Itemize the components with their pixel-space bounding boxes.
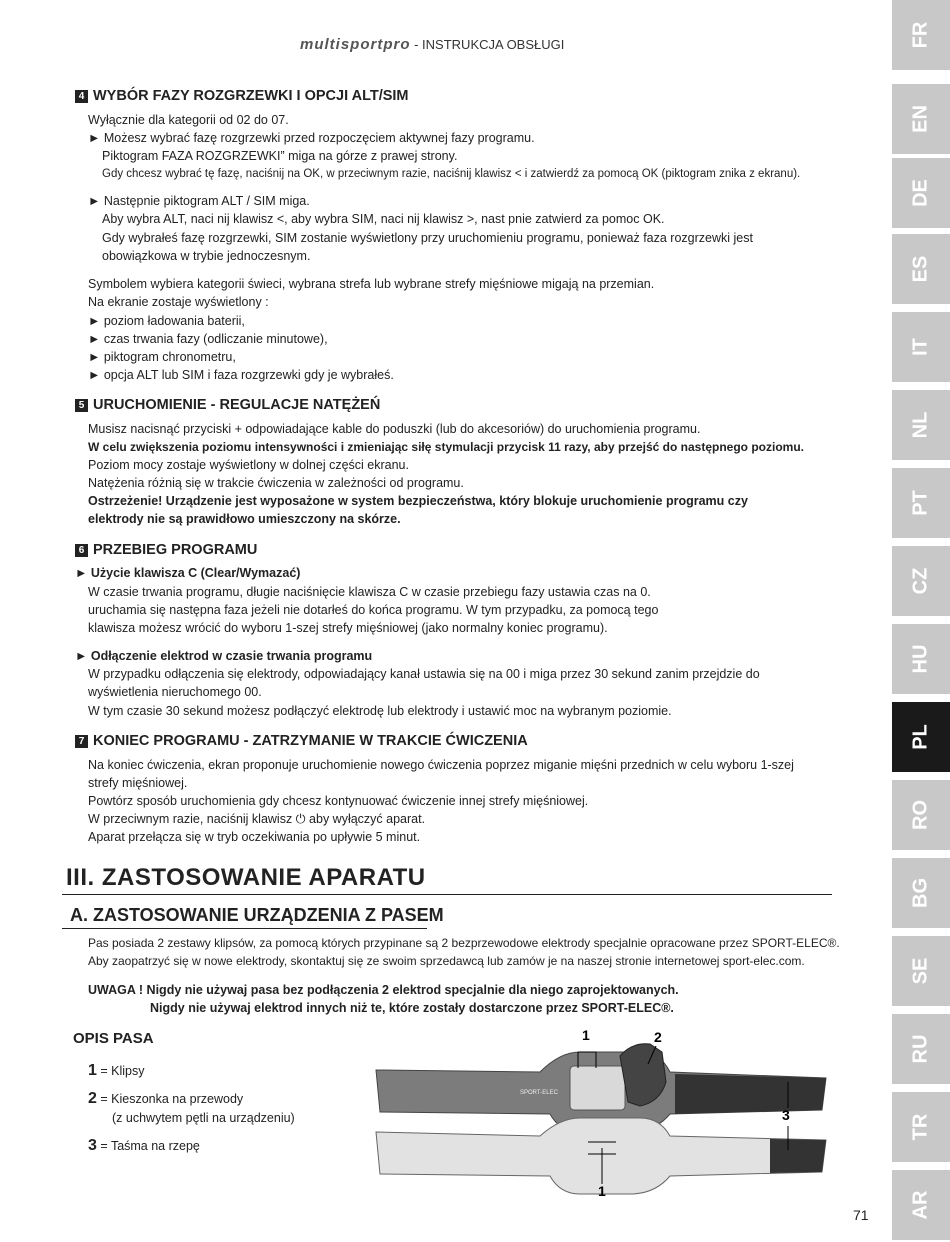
tab-ar[interactable]: [892, 1170, 950, 1240]
bullet-item: ► czas trwania fazy (odliczanie minutowe),: [88, 332, 328, 346]
tab-de[interactable]: [892, 158, 950, 228]
legend-text: = Taśma na rzepę: [100, 1139, 200, 1153]
tab-tr[interactable]: [892, 1092, 950, 1162]
page-header: [300, 36, 564, 53]
legend-number: 2: [88, 1090, 97, 1107]
tab-label: PL: [909, 724, 932, 750]
tab-label: BG: [909, 878, 932, 908]
section-7-heading: [75, 733, 528, 749]
legend-item-1: [88, 1062, 145, 1080]
subchapter-divider: [62, 928, 427, 929]
tab-ro[interactable]: [892, 780, 950, 850]
legend-item-2: [88, 1090, 243, 1108]
belt-brand-label: SPORT-ELEC: [520, 1090, 558, 1096]
warning-text: elektrody nie są prawidłowo umieszczony na skórze.: [88, 512, 401, 526]
tab-pt[interactable]: [892, 468, 950, 538]
tab-label: ES: [909, 255, 932, 283]
section-6-heading: [75, 542, 257, 558]
section-title: KONIEC PROGRAMU - ZATRZYMANIE W TRAKCIE ĆWICZENIA: [93, 733, 528, 749]
tab-es[interactable]: [892, 234, 950, 304]
text-line: Musisz nacisnąć przyciski + odpowiadające kable do poduszki (lub do akcesoriów) do uruchomienia programu.: [88, 422, 701, 436]
callout-2: 2: [654, 1029, 662, 1045]
text-line: strefy mięśniowej.: [88, 776, 188, 790]
text-line: Aby zaopatrzyć się w nowe elektrody, skontaktuj się ze swoim sprzedawcą lub zamów je na naszej stronie internetowej sport-elec.com.: [88, 954, 805, 968]
legend-number: 3: [88, 1137, 97, 1154]
tab-ru[interactable]: [892, 1014, 950, 1084]
legend-title: OPIS PASA: [73, 1030, 154, 1047]
warning-text: UWAGA ! Nigdy nie używaj pasa bez podłączenia 2 elektrod specjalnie dla niego zaprojektowanych.: [88, 983, 679, 997]
tab-label: NL: [909, 411, 932, 439]
tab-label: IT: [909, 338, 932, 356]
text-line: Gdy chcesz wybrać tę fazę, naciśnij na OK, w przeciwnym razie, naciśnij klawisz < i zatwierdź za pomocą OK (piktogram znika z ekranu).: [102, 168, 801, 180]
text-line: W czasie trwania programu, długie naciśnięcie klawisza C w czasie przebiegu fazy ustawia czas na 0.: [88, 585, 651, 599]
text-line: Piktogram FAZA ROZGRZEWKI” miga na górze z prawej strony.: [102, 149, 458, 163]
tab-en[interactable]: [892, 84, 950, 154]
section-number: 7: [75, 735, 88, 748]
section-title: PRZEBIEG PROGRAMU: [93, 542, 258, 558]
text-line: Wyłącznie dla kategorii od 02 do 07.: [88, 113, 289, 127]
section-5-heading: [75, 397, 380, 413]
section-4-heading: [75, 88, 409, 104]
bullet-item: ► poziom ładowania baterii,: [88, 314, 245, 328]
tab-label: RO: [909, 800, 932, 830]
legend-number: 1: [88, 1062, 97, 1079]
section-title: URUCHOMIENIE - REGULACJE NATĘŻEŃ: [93, 397, 381, 413]
tab-se[interactable]: [892, 936, 950, 1006]
tab-label: RU: [909, 1034, 932, 1064]
section-number: 5: [75, 399, 88, 412]
text-line: uruchamia się następna faza jeżeli nie dotarłeś do końca programu. W tym przypadku, za pomocą tego: [88, 603, 659, 617]
velcro-strap: [675, 1074, 826, 1114]
text-line: W przypadku odłączenia się elektrody, odpowiadający kanał ustawia się na 00 i miga przez 30 sekund zanim przejdzie do: [88, 667, 760, 681]
page-number: 71: [853, 1207, 869, 1223]
tab-label: AR: [909, 1190, 932, 1220]
section-title: WYBÓR FAZY ROZGRZEWKI I OPCJI ALT/SIM: [93, 88, 409, 104]
callout-3: 3: [782, 1107, 790, 1123]
chapter-heading: III. ZASTOSOWANIE APARATU: [66, 864, 426, 891]
warning-text: Nigdy nie używaj elektrod innych niż te, które zostały dostarczone przez SPORT-ELEC®.: [150, 1001, 674, 1015]
clips-area: [570, 1066, 625, 1110]
text-line: Aby wybra ALT, naci nij klawisz <, aby wybra SIM, naci nij klawisz >, nast pnie zatwierd za pomoc OK.: [102, 212, 665, 226]
tab-nl[interactable]: [892, 390, 950, 460]
legend-item-3: [88, 1137, 200, 1155]
subchapter-heading: A. ZASTOSOWANIE URZĄDZENIA Z PASEM: [70, 905, 444, 925]
text-line: Na koniec ćwiczenia, ekran proponuje uruchomienie nowego ćwiczenia poprzez miganie mięśni przednich w celu wyboru 1-szej: [88, 758, 794, 772]
text-line: Aparat przełącza się w tryb oczekiwania po upływie 5 minut.: [88, 830, 421, 844]
tab-label: CZ: [909, 567, 932, 595]
brand-logo: multisportpro: [300, 36, 411, 53]
tab-label: SE: [909, 957, 932, 985]
text-line: Natężenia różnią się w trakcie ćwiczenia w zależności od programu.: [88, 476, 464, 490]
subheading: ► Użycie klawisza C (Clear/Wymazać): [75, 566, 301, 580]
tab-label: TR: [909, 1113, 932, 1141]
tab-bg[interactable]: [892, 858, 950, 928]
language-tabs: [892, 0, 950, 1242]
bullet-item: ► Możesz wybrać fazę rozgrzewki przed rozpoczęciem aktywnej fazy programu.: [88, 131, 535, 145]
tab-label: DE: [909, 179, 932, 207]
bullet-item: ► piktogram chronometru,: [88, 350, 236, 364]
chapter-divider: [62, 894, 832, 895]
tab-hu[interactable]: [892, 624, 950, 694]
tab-pl[interactable]: [892, 702, 950, 772]
legend-text: = Klipsy: [100, 1064, 145, 1078]
bullet-item: ► opcja ALT lub SIM i faza rozgrzewki gdy je wybrałeś.: [88, 368, 394, 382]
tab-label: FR: [909, 21, 932, 49]
subheading: ► Odłączenie elektrod w czasie trwania programu: [75, 649, 373, 663]
callout-1-bottom: 1: [598, 1183, 606, 1199]
header-title: - INSTRUKCJA OBSŁUGI: [410, 37, 565, 52]
text-line: W przeciwnym razie, naciśnij klawisz ⏻ aby wyłączyć aparat.: [88, 812, 426, 826]
text-line: W tym czasie 30 sekund możesz podłączyć elektrodę lub elektrody i ustawić moc na wybranym poziomie.: [88, 704, 672, 718]
section-number: 6: [75, 544, 88, 557]
text-line: klawisza możesz wrócić do wyboru 1-szej strefy mięśniowej (jako normalny koniec programu).: [88, 621, 608, 635]
bullet-item: ► Następnie piktogram ALT / SIM miga.: [88, 194, 310, 208]
callout-1-top: 1: [582, 1027, 590, 1043]
tab-it[interactable]: [892, 312, 950, 382]
text-line: Poziom mocy zostaje wyświetlony w dolnej części ekranu.: [88, 458, 409, 472]
text-line: Na ekranie zostaje wyświetlony :: [88, 295, 269, 309]
text-line: Symbolem wybiera kategorii świeci, wybrana strefa lub wybrane strefy mięśniowe migają na przemian.: [88, 277, 655, 291]
text-line: wyświetlenia nieruchomego 00.: [88, 685, 262, 699]
tab-label: EN: [909, 105, 932, 133]
tab-label: PT: [909, 490, 932, 516]
text-line: obowiązkowa w trybie jednoczesnym.: [102, 249, 311, 263]
legend-text: = Kieszonka na przewody: [100, 1092, 244, 1106]
warning-text: Ostrzeżenie! Urządzenie jest wyposażone w system bezpieczeństwa, który blokuje uruchomienie programu czy: [88, 494, 748, 508]
text-line: Gdy wybrałeś fazę rozgrzewki, SIM zostanie wyświetlony przy uruchomieniu programu, ponieważ faza rozgrzewki jest: [102, 231, 753, 245]
tab-label: HU: [909, 644, 932, 674]
section-number: 4: [75, 90, 88, 103]
text-line: W celu zwiększenia poziomu intensywności i zmieniając siłę stymulacji przycisk 11 razy, aby przejść do następnego poziomu.: [88, 440, 805, 454]
velcro-strap-bottom: [770, 1139, 826, 1173]
legend-text: (z uchwytem pętli na urządzeniu): [112, 1111, 295, 1125]
text-line: Powtórz sposób uruchomienia gdy chcesz kontynuować ćwiczenie innej strefy mięśniowej.: [88, 794, 589, 808]
belt-diagram: [370, 1022, 840, 1207]
text-line: Pas posiada 2 zestawy klipsów, za pomocą których przypinane są 2 bezprzewodowe elektrody specjalnie opracowane przez SPORT-ELEC®.: [88, 936, 840, 950]
tab-cz[interactable]: [892, 546, 950, 616]
tab-fr[interactable]: [892, 0, 950, 70]
